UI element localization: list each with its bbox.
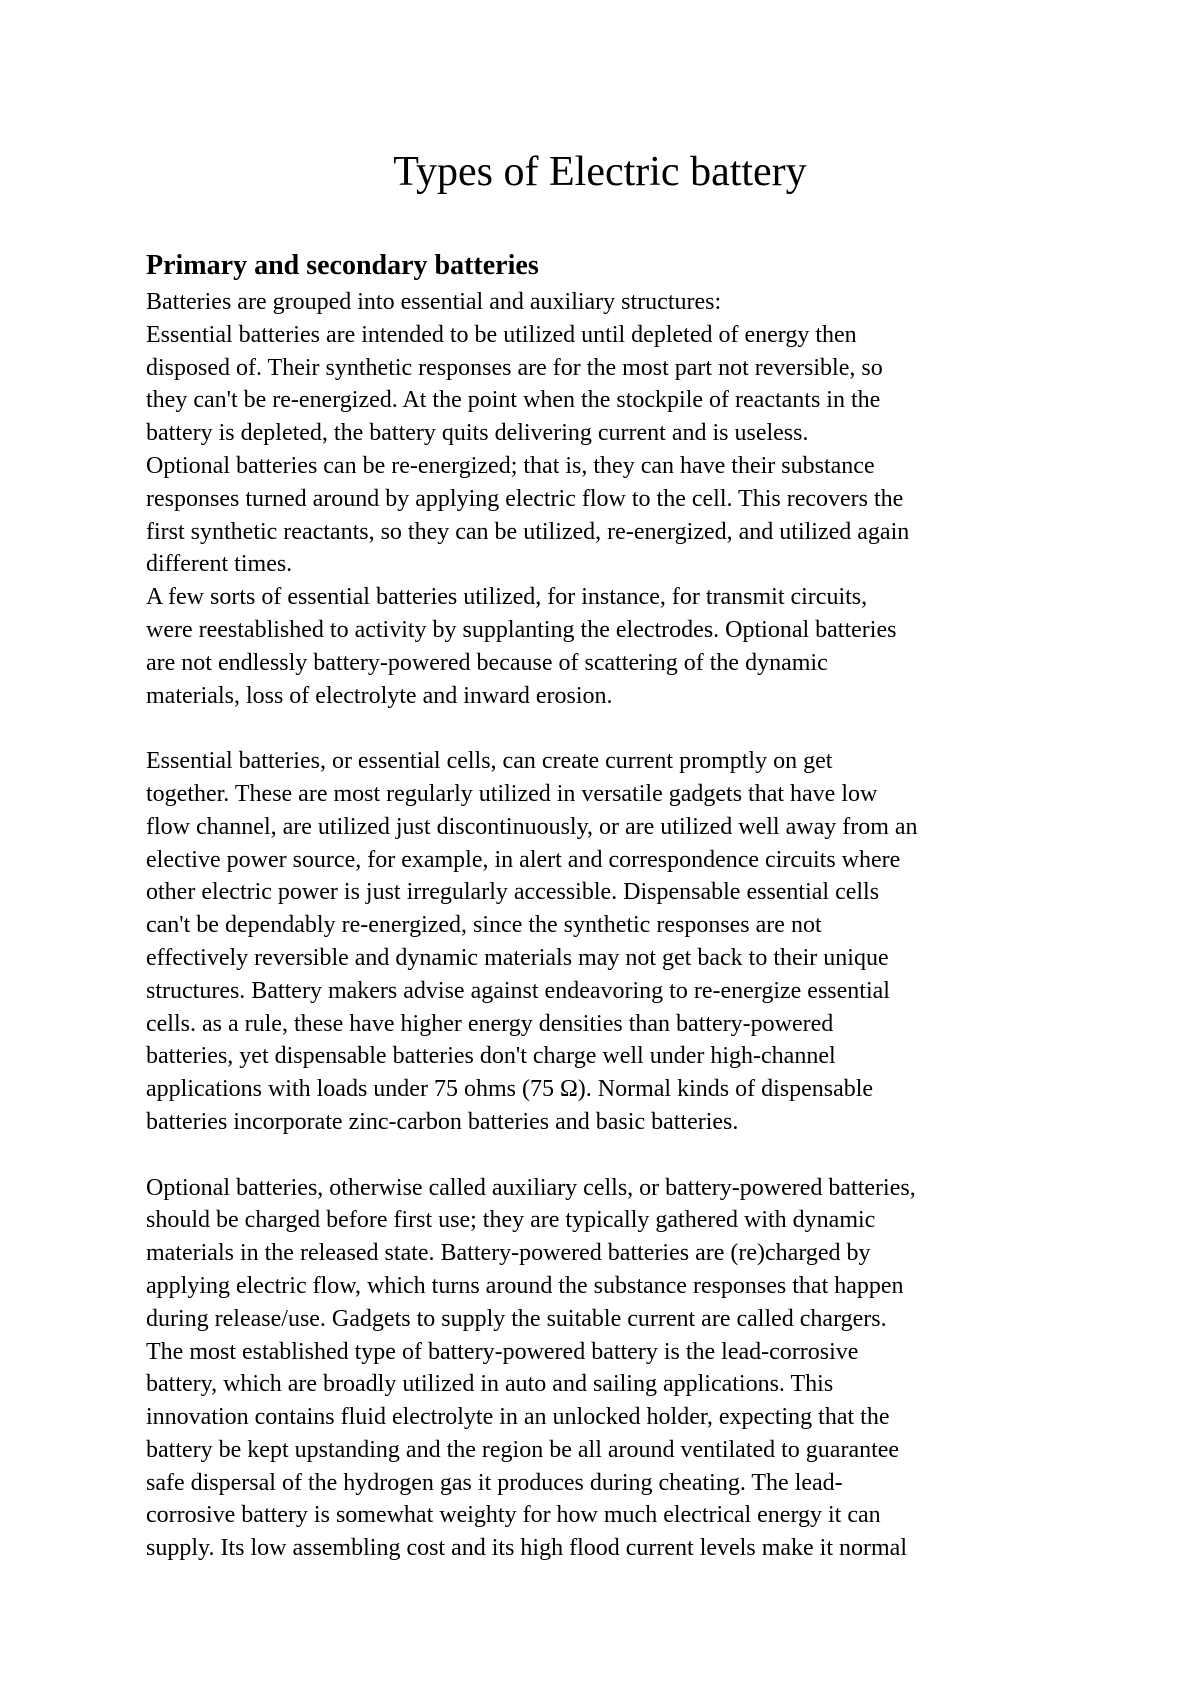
text-line: different times. [146,551,293,578]
text-line: Essential batteries are intended to be utilized until depleted of energy then [146,321,857,348]
paragraph-gap [146,712,1096,745]
text-line: batteries incorporate zinc-carbon batteries and basic batteries. [146,1108,739,1135]
text-line: structures. Battery makers advise against endeavoring to re-energize essential [146,977,890,1004]
text-line: corrosive battery is somewhat weighty for how much electrical energy it can [146,1502,881,1529]
text-line: are not endlessly battery-powered because of scattering of the dynamic [146,649,828,676]
text-line: supply. Its low assembling cost and its high flood current levels make it normal [146,1535,907,1562]
text-line: disposed of. Their synthetic responses are for the most part not reversible, so [146,354,883,381]
text-line: applications with loads under 75 ohms (75 Ω). Normal kinds of dispensable [146,1076,874,1103]
text-line: they can't be re-energized. At the point when the stockpile of reactants in the [146,387,881,414]
document-body [146,286,1096,1565]
section-heading: Primary and secondary batteries [146,250,539,281]
text-line: first synthetic reactants, so they can be utilized, re-energized, and utilized again [146,518,910,545]
text-line: together. These are most regularly utilized in versatile gadgets that have low [146,780,878,807]
text-line: A few sorts of essential batteries utilized, for instance, for transmit circuits, [146,584,868,611]
document-title: Types of Electric battery [393,149,807,195]
text-line: battery is depleted, the battery quits delivering current and is useless. [146,420,809,447]
text-line: materials in the released state. Battery-powered batteries are (re)charged by [146,1240,871,1267]
text-line: effectively reversible and dynamic materials may not get back to their unique [146,944,889,971]
text-line: can't be dependably re-energized, since the synthetic responses are not [146,912,822,939]
text-line: should be charged before first use; they are typically gathered with dynamic [146,1207,876,1234]
text-line: responses turned around by applying electric flow to the cell. This recovers the [146,485,904,512]
text-line: The most established type of battery-powered battery is the lead-corrosive [146,1338,859,1365]
text-line: Essential batteries, or essential cells, can create current promptly on get [146,748,833,775]
text-line: were reestablished to activity by supplanting the electrodes. Optional batteries [146,616,897,643]
paragraph [146,286,1096,712]
paragraph [146,1172,1096,1566]
text-line: Batteries are grouped into essential and auxiliary structures: [146,289,722,315]
text-line: applying electric flow, which turns around the substance responses that happen [146,1272,904,1299]
text-line: safe dispersal of the hydrogen gas it produces during cheating. The lead- [146,1469,843,1496]
paragraph [146,745,1096,1139]
text-line: during release/use. Gadgets to supply the suitable current are called chargers. [146,1305,887,1332]
text-line: batteries, yet dispensable batteries don't charge well under high-channel [146,1043,836,1070]
text-line: flow channel, are utilized just discontinuously, or are utilized well away from an [146,813,918,840]
text-line: battery be kept upstanding and the region be all around ventilated to guarantee [146,1436,900,1463]
text-line: Optional batteries, otherwise called auxiliary cells, or battery-powered batteries, [146,1174,916,1201]
paragraph-gap [146,1139,1096,1172]
text-line: battery, which are broadly utilized in auto and sailing applications. This [146,1371,834,1398]
text-line: materials, loss of electrolyte and inward erosion. [146,682,613,709]
text-line: innovation contains fluid electrolyte in an unlocked holder, expecting that the [146,1404,890,1431]
text-line: elective power source, for example, in alert and correspondence circuits where [146,846,901,873]
text-line: cells. as a rule, these have higher energy densities than battery-powered [146,1010,834,1037]
text-line: other electric power is just irregularly accessible. Dispensable essential cells [146,879,880,906]
text-line: Optional batteries can be re-energized; that is, they can have their substance [146,452,875,479]
